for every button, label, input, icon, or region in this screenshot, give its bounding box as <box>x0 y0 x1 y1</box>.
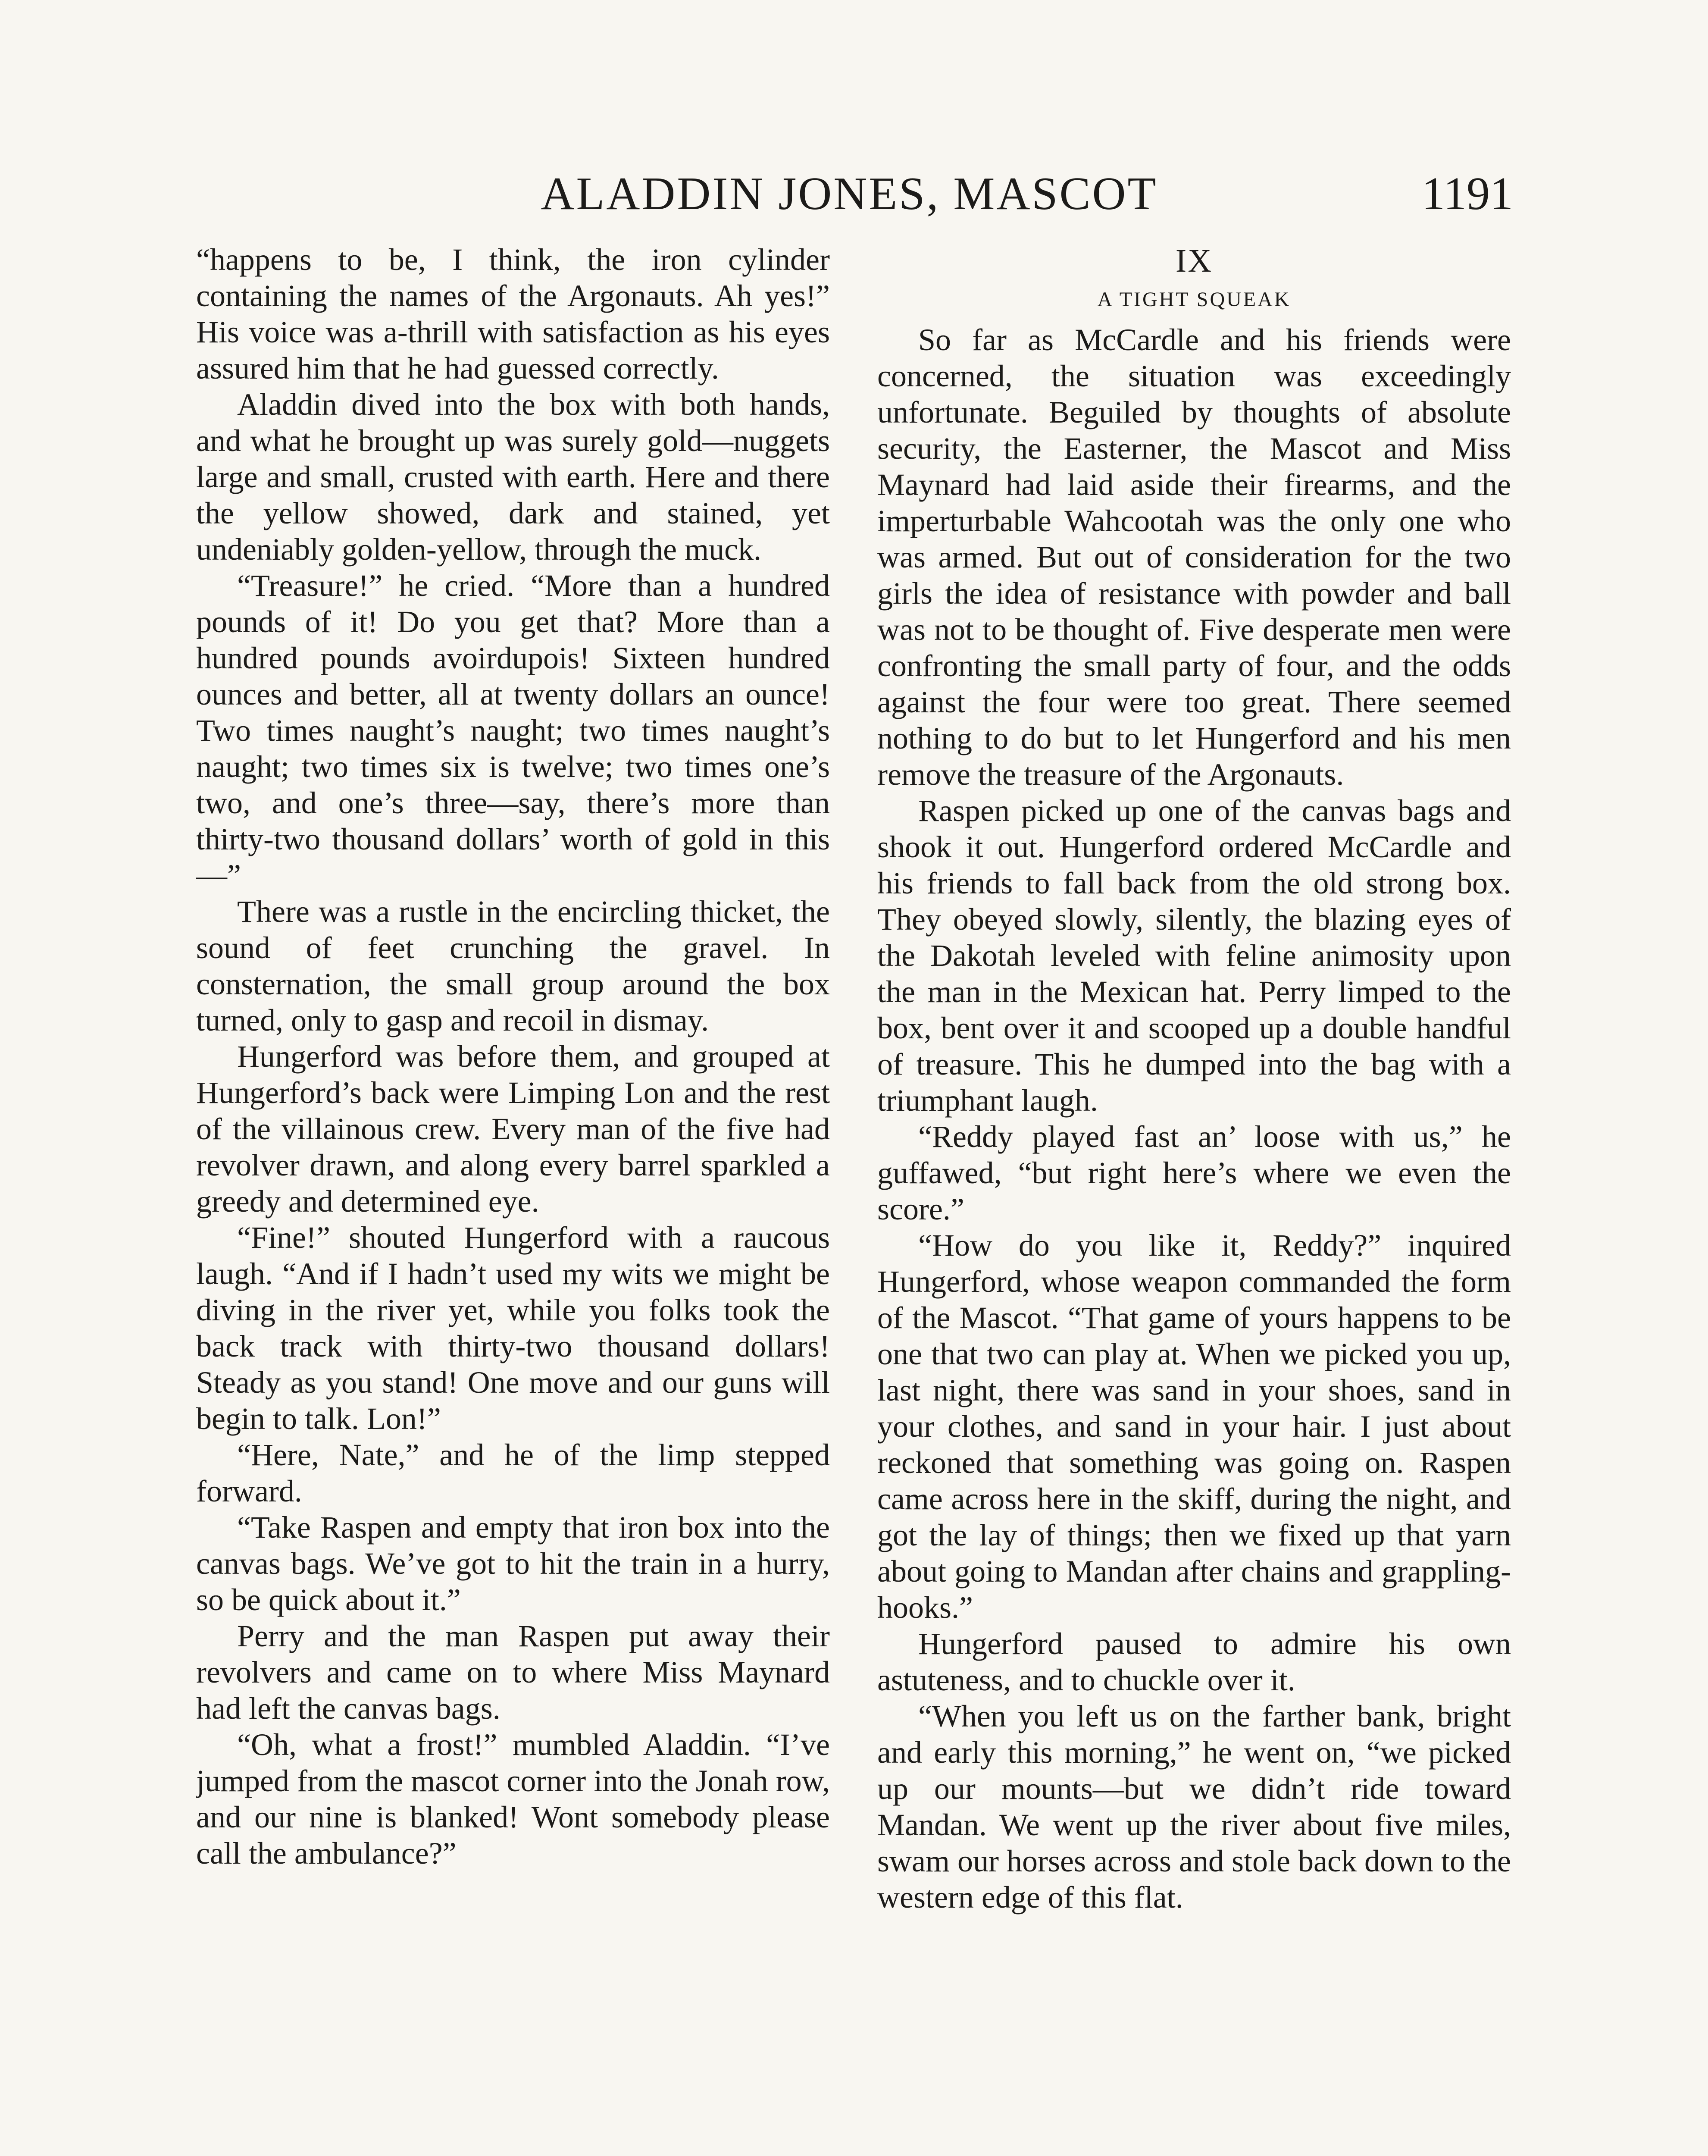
paragraph: Raspen picked up one of the canvas bags and shook it out. Hungerford ordered McCardle and his friends to fall back from the old strong box. They obeyed slowly, silently, the blazing eyes of the Dakotah leveled with feline animosity upon the man in the Mexican hat. Perry limped to the box, bent over it and scooped up a double handful of treasure. This he dumped into the bag with a triumphant laugh. <box>877 793 1511 1118</box>
page-title: ALADDIN JONES, MASCOT <box>541 168 1158 219</box>
chapter-number: IX <box>1175 243 1213 279</box>
running-head <box>185 164 1513 224</box>
left-column <box>196 241 830 2156</box>
chapter-title: A TIGHT SQUEAK <box>1097 288 1291 311</box>
page-number: 1191 <box>1422 168 1513 219</box>
paragraph: “When you left us on the farther bank, bright and early this morning,” he went on, “we picked up our mounts—but we didn’t ride toward Mandan. We went up the river about five miles, swam our horses across and stole back down to the western edge of this flat. <box>877 1699 1511 1915</box>
paragraph: Hungerford paused to admire his own astuteness, and to chuckle over it. <box>877 1626 1511 1697</box>
paragraph: “Fine!” shouted Hungerford with a raucous laugh. “And if I hadn’t used my wits we might be diving in the river yet, while you folks took the back track with thirty-two thousand dollars! Steady as you stand! One move and our guns will begin to talk. Lon!” <box>196 1220 830 1436</box>
right-column <box>877 241 1511 2156</box>
paragraph: “Reddy played fast an’ loose with us,” he guffawed, “but right here’s where we even the score.” <box>877 1119 1511 1226</box>
paragraph: “happens to be, I think, the iron cylinder containing the names of the Argonauts. Ah yes!” His voice was a-thrill with satisfaction as his eyes assured him that he had guessed correctly. <box>196 242 830 385</box>
paragraph: Aladdin dived into the box with both hands, and what he brought up was surely gold—nuggets large and small, crusted with earth. Here and there the yellow showed, dark and stained, yet undeniably golden-yellow, through the muck. <box>196 387 830 567</box>
paragraph: “Take Raspen and empty that iron box into the canvas bags. We’ve got to hit the train in a hurry, so be quick about it.” <box>196 1510 830 1617</box>
paragraph: So far as McCardle and his friends were concerned, the situation was exceedingly unfortunate. Beguiled by thoughts of absolute security, the Easterner, the Mascot and Miss Maynard had laid aside their firearms, and the imperturbable Wahcootah was the only one who was armed. But out of consideration for the two girls the idea of resistance with powder and ball was not to be thought of. Five desperate men were confronting the small party of four, and the odds against the four were too great. There seemed nothing to do but to let Hungerford and his men remove the treasure of the Argonauts. <box>877 323 1511 792</box>
paragraph: Hungerford was before them, and grouped at Hungerford’s back were Limping Lon and the rest of the villainous crew. Every man of the five had revolver drawn, and along every barrel sparkled a greedy and determined eye. <box>196 1039 830 1219</box>
paragraph: “Oh, what a frost!” mumbled Aladdin. “I’ve jumped from the mascot corner into the Jonah row, and our nine is blanked! Wont somebody please call the ambulance?” <box>196 1727 830 1871</box>
paragraph: “Here, Nate,” and he of the limp stepped forward. <box>196 1438 830 1508</box>
paragraph: “Treasure!” he cried. “More than a hundred pounds of it! Do you get that? More than a hundred pounds avoirdupois! Sixteen hundred ounces and better, all at twenty dollars an ounce! Two times naught’s naught; two times naught’s naught; two times six is twelve; two times one’s two, and one’s three—say, there’s more than thirty-two thousand dollars’ worth of gold in this—” <box>196 568 830 893</box>
paragraph: “How do you like it, Reddy?” inquired Hungerford, whose weapon commanded the form of the Mascot. “That game of yours happens to be one that two can play at. When we picked you up, last night, there was sand in your shoes, sand in your clothes, and sand in your hair. I just about reckoned that something was going on. Raspen came across here in the skiff, during the night, and got the lay of things; then we fixed up that yarn about going to Mandan after chains and grappling-hooks.” <box>877 1228 1511 1625</box>
paragraph: Perry and the man Raspen put away their revolvers and came on to where Miss Maynard had left the canvas bags. <box>196 1619 830 1726</box>
paragraph: There was a rustle in the encircling thicket, the sound of feet crunching the gravel. In consternation, the small group around the box turned, only to gasp and recoil in dismay. <box>196 894 830 1037</box>
